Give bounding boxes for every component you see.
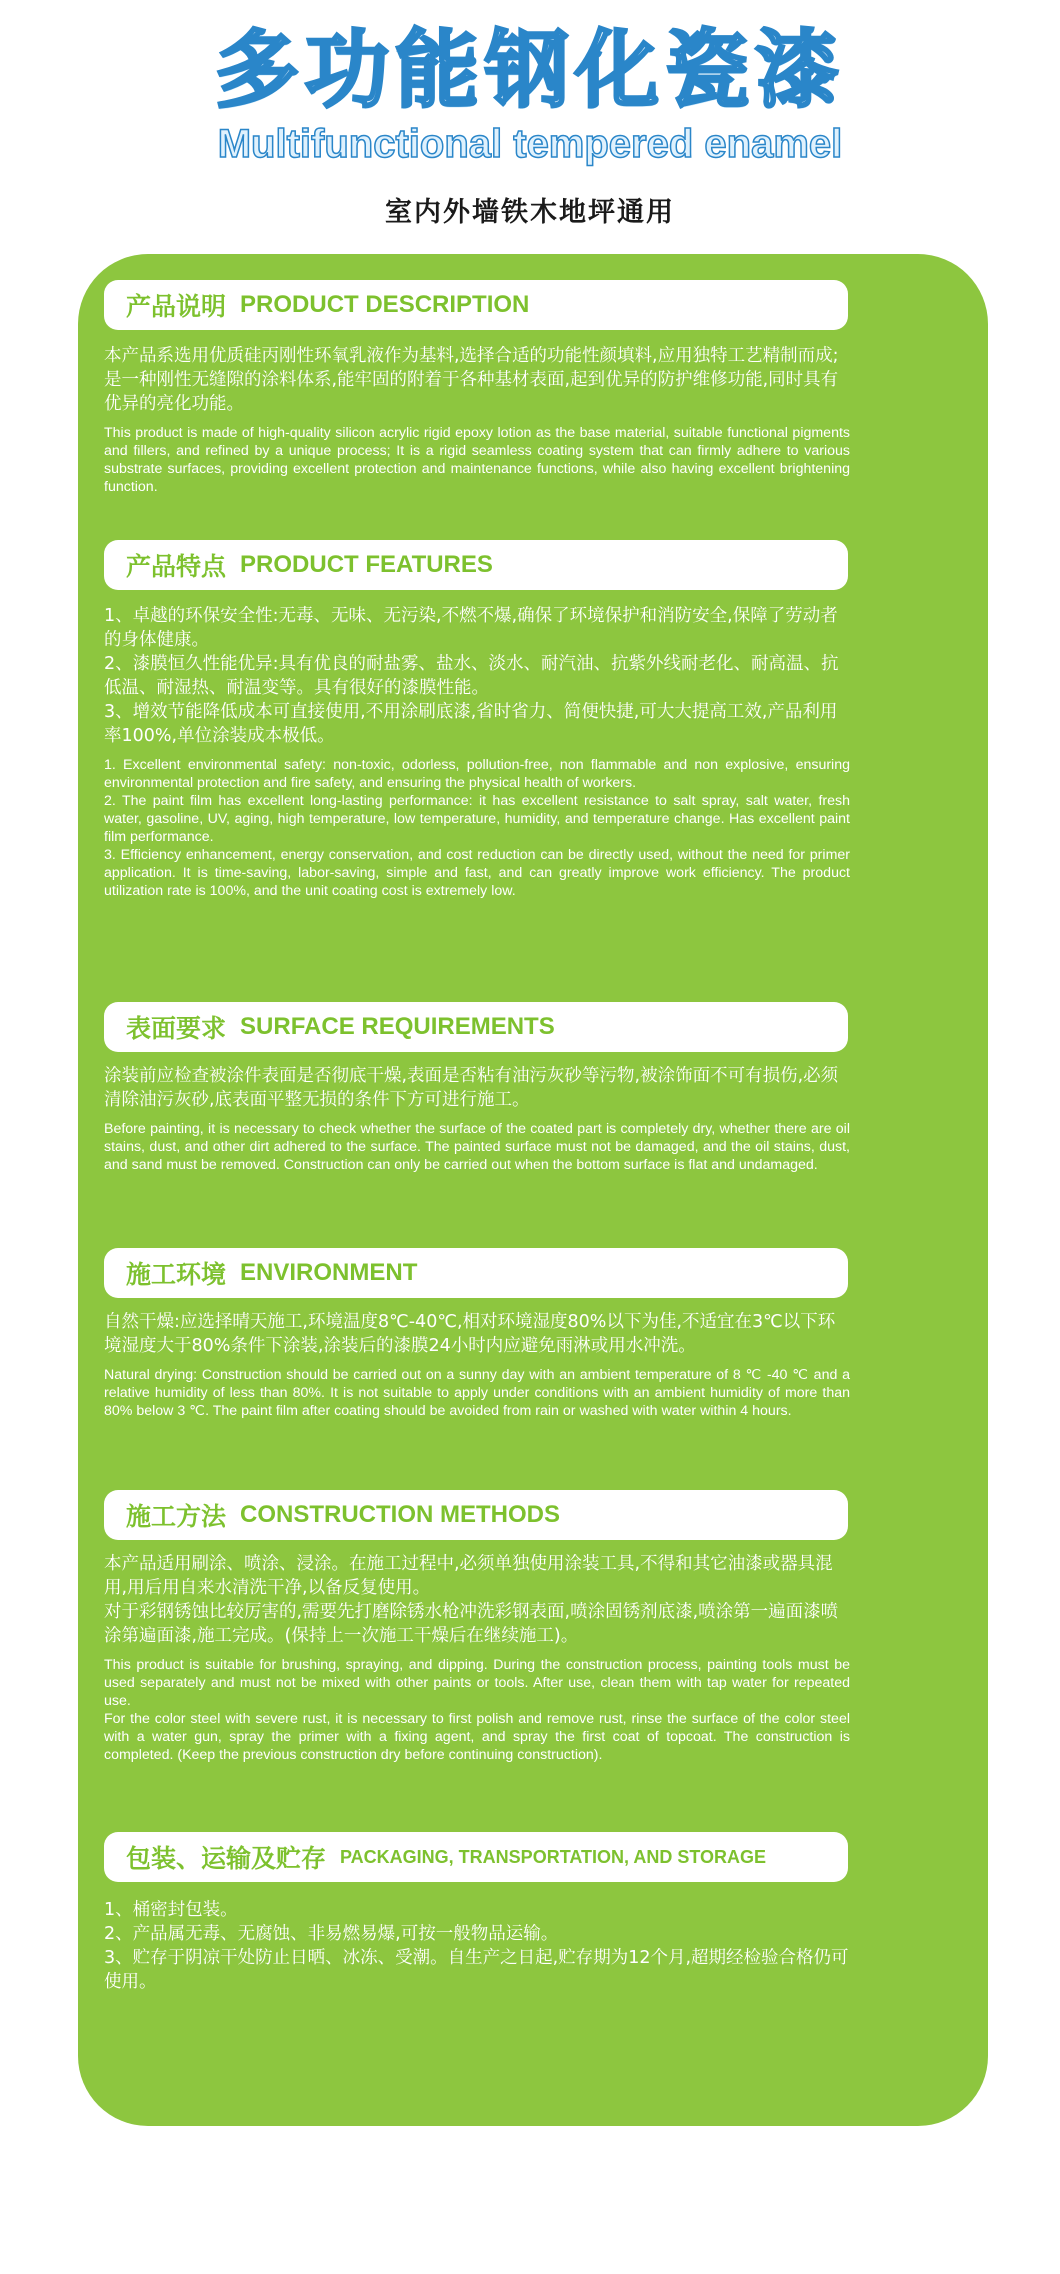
paragraph-en: For the color steel with severe rust, it is necessary to first polish and remove rust, rinse the surface of the color steel with a water gun, spray the primer with a fixing agent, and spray the first coat of topcoat. The construction is completed. (Keep the previous construction dry before continuing construction).	[104, 1711, 850, 1763]
section-title-cn: 施工环境	[126, 1260, 227, 1289]
section-body-surface	[104, 1064, 850, 1174]
paragraph-en: This product is made of high-quality silicon acrylic rigid epoxy lotion as the base material, suitable functional pigments and fillers, and refined by a unique process; It is a rigid seamless coating system that can firmly adhere to various substrate surfaces, providing excellent protection and maintenance functions, while also having excellent brightening function.	[104, 425, 850, 495]
section-body-environment	[104, 1310, 850, 1420]
section-title-en: SURFACE REQUIREMENTS	[240, 1013, 555, 1040]
list-item: 3、贮存于阴凉干处防止日晒、冰冻、受潮。自生产之日起,贮存期为12个月,超期经检验合格仍可使用。	[104, 1948, 849, 1992]
product-title-en: Multifunctional tempered enamel	[217, 122, 843, 166]
section-body-packaging	[104, 1898, 850, 1994]
section-title-cn: 施工方法	[126, 1502, 227, 1531]
section-header-description	[104, 280, 848, 330]
section-header-environment	[104, 1248, 848, 1298]
paragraph-en: 1. Excellent environmental safety: non-toxic, odorless, pollution-free, non flammable and non explosive, ensuring environmental protection and fire safety, and ensuring the physical health of workers.	[104, 757, 850, 791]
section-header-methods	[104, 1490, 848, 1540]
section-title-cn: 产品特点	[126, 552, 227, 581]
section-header-features	[104, 540, 848, 590]
paragraph-en: 2. The paint film has excellent long-lasting performance: it has excellent resistance to salt spray, salt water, fresh water, gasoline, UV, aging, high temperature, low temperature, humidity, and temperature change. Has excellent paint film performance.	[104, 793, 850, 845]
paragraph-cn: 本产品系选用优质硅丙刚性环氧乳液作为基料,选择合适的功能性颜填料,应用独特工艺精制而成;是一种刚性无缝隙的涂料体系,能牢固的附着于各种基材表面,起到优异的防护维修功能,同时具有优异的亮化功能。	[104, 346, 839, 414]
paragraph-cn: 自然干燥:应选择晴天施工,环境温度8℃-40℃,相对环境湿度80%以下为佳,不适宜在3℃以下环境湿度大于80%条件下涂装,涂装后的漆膜24小时内应避免雨淋或用水冲洗。	[104, 1312, 836, 1356]
section-title-en: PRODUCT FEATURES	[240, 551, 493, 578]
section-header-packaging	[104, 1832, 848, 1882]
section-body-methods	[104, 1552, 850, 1764]
paragraph-cn: 对于彩钢锈蚀比较厉害的,需要先打磨除锈水枪冲洗彩钢表面,喷涂固锈剂底漆,喷涂第一遍面漆喷涂第遍面漆,施工完成。(保持上一次施工干燥后在继续施工)。	[104, 1602, 839, 1646]
section-body-description	[104, 344, 850, 496]
list-item: 1、桶密封包装。	[104, 1900, 238, 1920]
paragraph-en: 3. Efficiency enhancement, energy conservation, and cost reduction can be directly used, without the need for primer application. It is time-saving, labor-saving, simple and fast, and can greatly improve work efficiency. The product utilization rate is 100%, and the unit coating cost is extremely low.	[104, 847, 850, 899]
section-title-en: PRODUCT DESCRIPTION	[240, 291, 530, 318]
section-title-en: CONSTRUCTION METHODS	[240, 1501, 561, 1528]
list-item: 2、产品属无毒、无腐蚀、非易燃易爆,可按一般物品运输。	[104, 1924, 559, 1944]
product-subtitle: 室内外墙铁木地坪通用	[385, 197, 675, 228]
paragraph-cn: 1、卓越的环保安全性:无毒、无味、无污染,不燃不爆,确保了环境保护和消防安全,保障了劳动者的身体健康。	[104, 606, 838, 650]
paragraph-en: Before painting, it is necessary to check whether the surface of the coated part is completely dry, whether there are oil stains, dust, and other dirt adhered to the surface. The painted surface must not be damaged, and the oil stains, dust, and sand must be removed. Construction can only be carried out when the bottom surface is flat and undamaged.	[104, 1121, 850, 1173]
section-title-en: ENVIRONMENT	[240, 1259, 418, 1286]
paragraph-cn: 本产品适用刷涂、喷涂、浸涂。在施工过程中,必须单独使用涂装工具,不得和其它油漆或器具混用,用后用自来水清洗干净,以备反复使用。	[104, 1554, 833, 1598]
product-title-cn: 多功能钢化瓷漆	[214, 21, 845, 119]
section-title-cn: 产品说明	[126, 292, 227, 321]
paragraph-cn: 2、漆膜恒久性能优异:具有优良的耐盐雾、盐水、淡水、耐汽油、抗紫外线耐老化、耐高温、抗低温、耐湿热、耐温变等。具有很好的漆膜性能。	[104, 654, 839, 698]
paragraph-en: This product is suitable for brushing, spraying, and dipping. During the construction process, painting tools must be used separately and must not be mixed with other paints or tools. After use, clean them with tap water for repeated use.	[104, 1657, 850, 1709]
section-header-surface	[104, 1002, 848, 1052]
paragraph-en: Natural drying: Construction should be carried out on a sunny day with an ambient temperature of 8 ℃ -40 ℃ and a relative humidity of less than 80%. It is not suitable to apply under conditions with an ambient humidity of more than 80% below 3 ℃. The paint film after coating should be avoided from rain or washed with water within 4 hours.	[104, 1367, 850, 1419]
section-title-cn: 表面要求	[126, 1014, 227, 1043]
section-title-cn: 包装、运输及贮存	[126, 1844, 327, 1873]
paragraph-cn: 涂装前应检查被涂件表面是否彻底干燥,表面是否粘有油污灰砂等污物,被涂饰面不可有损伤,必须清除油污灰砂,底表面平整无损的条件下方可进行施工。	[104, 1066, 839, 1110]
section-title-en: PACKAGING, TRANSPORTATION, AND STORAGE	[340, 1846, 767, 1867]
section-body-features	[104, 604, 850, 900]
paragraph-cn: 3、增效节能降低成本可直接使用,不用涂刷底漆,省时省力、简便快捷,可大大提高工效,产品利用率100%,单位涂装成本极低。	[104, 702, 838, 746]
